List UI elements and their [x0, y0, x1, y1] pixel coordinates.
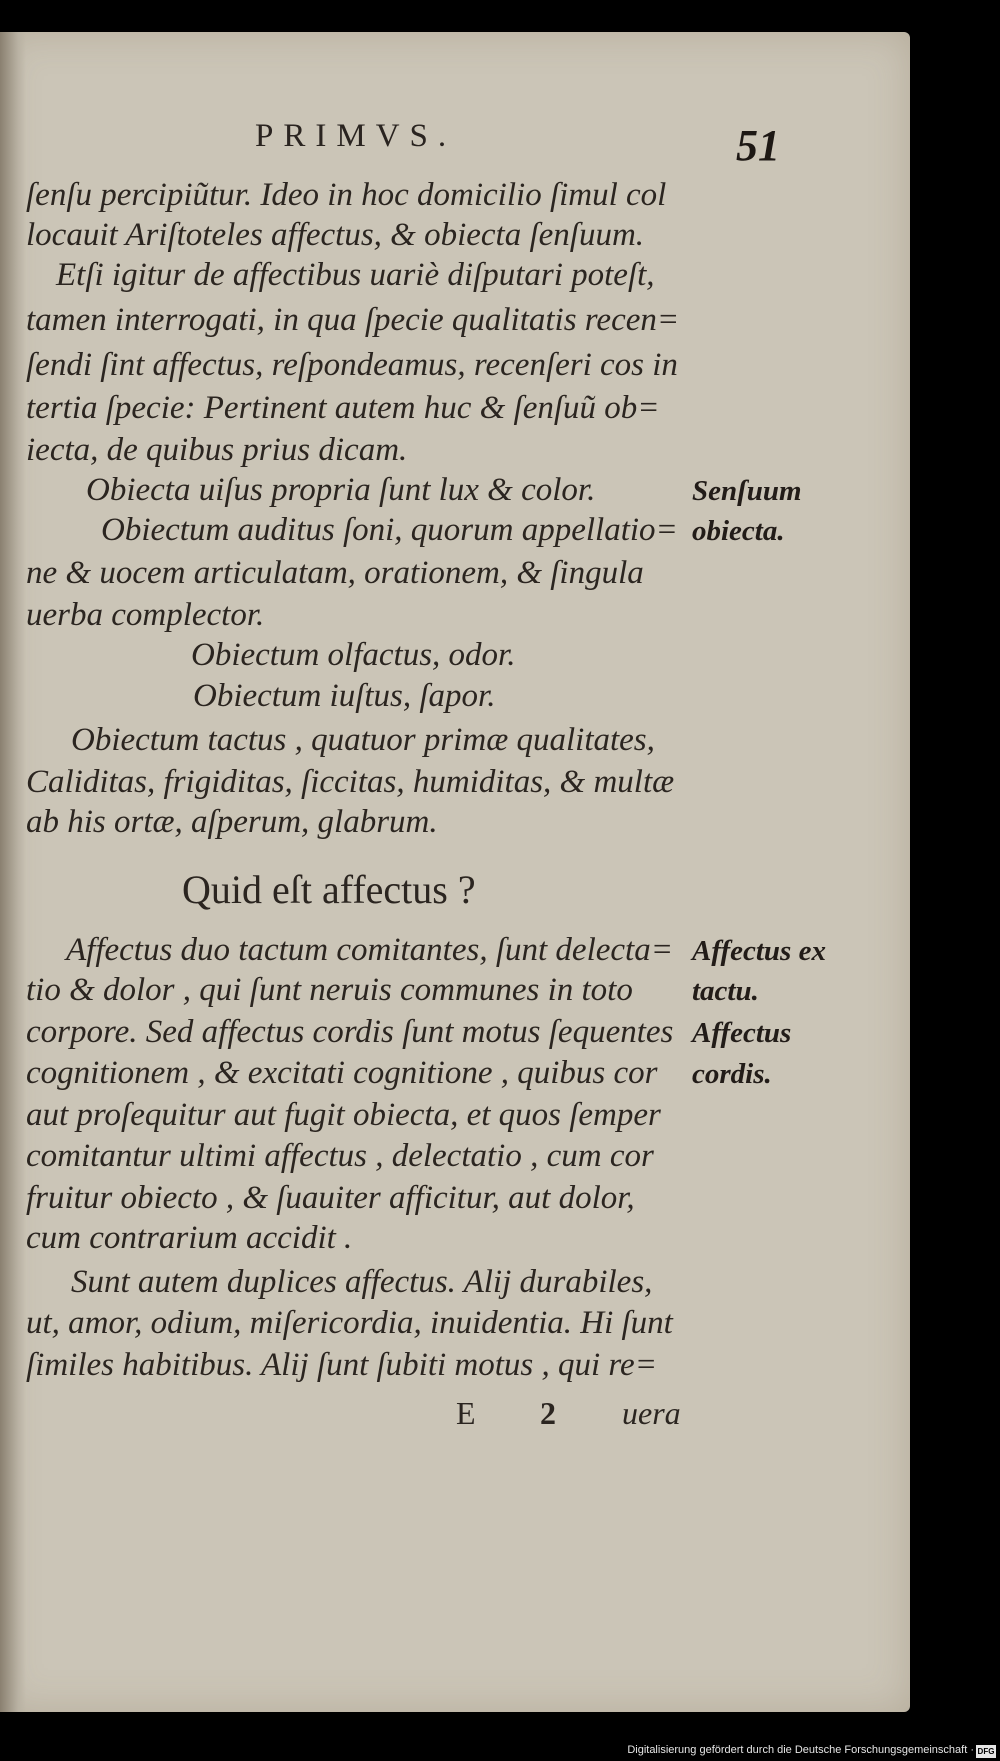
text-line: Obiectum auditus ſoni, quorum appellatio= [101, 512, 678, 548]
text-line: Caliditas, frigiditas, ſiccitas, humiditas, & multæ [26, 764, 675, 800]
text-line: Etſi igitur de affectibus uariè diſputari poteſt, [56, 257, 655, 293]
text-line: Obiectum tactus , quatuor primæ qualitates, [71, 722, 655, 758]
text-line: Sunt autem duplices affectus. Alij durabiles, [71, 1264, 653, 1300]
signature-number: 2 [540, 1395, 556, 1431]
folio-number: 51 [736, 121, 780, 170]
running-title: PRIMVS. [255, 118, 457, 154]
text-line: Obiecta uiſus propria ſunt lux & color. [86, 472, 596, 508]
text-line: tio & dolor , qui ſunt neruis communes in toto [26, 972, 633, 1008]
digitization-credit: Digitalisierung gefördert durch die Deutsche Forschungsgemeinschaft · [627, 1744, 974, 1756]
marginal-note: obiecta. [692, 515, 785, 547]
text-line: ne & uocem articulatam, orationem, & ſingula [26, 555, 644, 591]
marginal-note: Senſuum [692, 475, 802, 507]
text-line: ſenſu percipiũtur. Ideo in hoc domicilio ſimul col [26, 177, 667, 213]
text-line: fruitur obiecto , & ſuauiter afficitur, aut dolor, [26, 1180, 635, 1216]
text-line: uerba complector. [26, 597, 265, 633]
text-line: tertia ſpecie: Pertinent autem huc & ſenſuũ ob= [26, 390, 660, 426]
text-line: ut, amor, odium, miſericordia, inuidentia. Hi ſunt [26, 1305, 673, 1341]
text-line: tamen interrogati, in qua ſpecie qualitatis recen= [26, 302, 680, 338]
text-line: Obiectum olfactus, odor. [191, 637, 516, 673]
text-line: cum contrarium accidit . [26, 1220, 353, 1256]
marginal-note: tactu. [692, 975, 759, 1007]
text-line: cognitionem , & excitati cognitione , quibus cor [26, 1055, 658, 1091]
catchword: uera [622, 1395, 681, 1431]
page-gutter-shadow [0, 32, 26, 1712]
text-line: ab his ortæ, aſperum, glabrum. [26, 804, 438, 840]
signature-mark: E [456, 1395, 476, 1431]
text-line: Affectus duo tactum comitantes, ſunt delecta= [66, 932, 673, 968]
text-line: iecta, de quibus prius dicam. [26, 432, 408, 468]
marginal-note: cordis. [692, 1058, 772, 1090]
text-line: Obiectum iuſtus, ſapor. [193, 678, 496, 714]
text-line: ſendi ſint affectus, reſpondeamus, recenſeri cos in [26, 347, 678, 383]
dfg-logo: DFG [977, 1747, 995, 1756]
marginal-note: Affectus [692, 1017, 792, 1049]
text-line: corpore. Sed affectus cordis ſunt motus ſequentes [26, 1014, 674, 1050]
marginal-note: Affectus ex [692, 935, 826, 967]
text-line: locauit Ariſtoteles affectus, & obiecta ſenſuum. [26, 217, 645, 253]
text-line: ſimiles habitibus. Alij ſunt ſubiti motus , qui re= [26, 1347, 657, 1383]
section-heading: Quid eſt affectus ? [182, 867, 476, 912]
text-line: aut proſequitur aut fugit obiecta, et quos ſemper [26, 1097, 661, 1133]
text-line: comitantur ultimi affectus , delectatio , cum cor [26, 1138, 654, 1174]
